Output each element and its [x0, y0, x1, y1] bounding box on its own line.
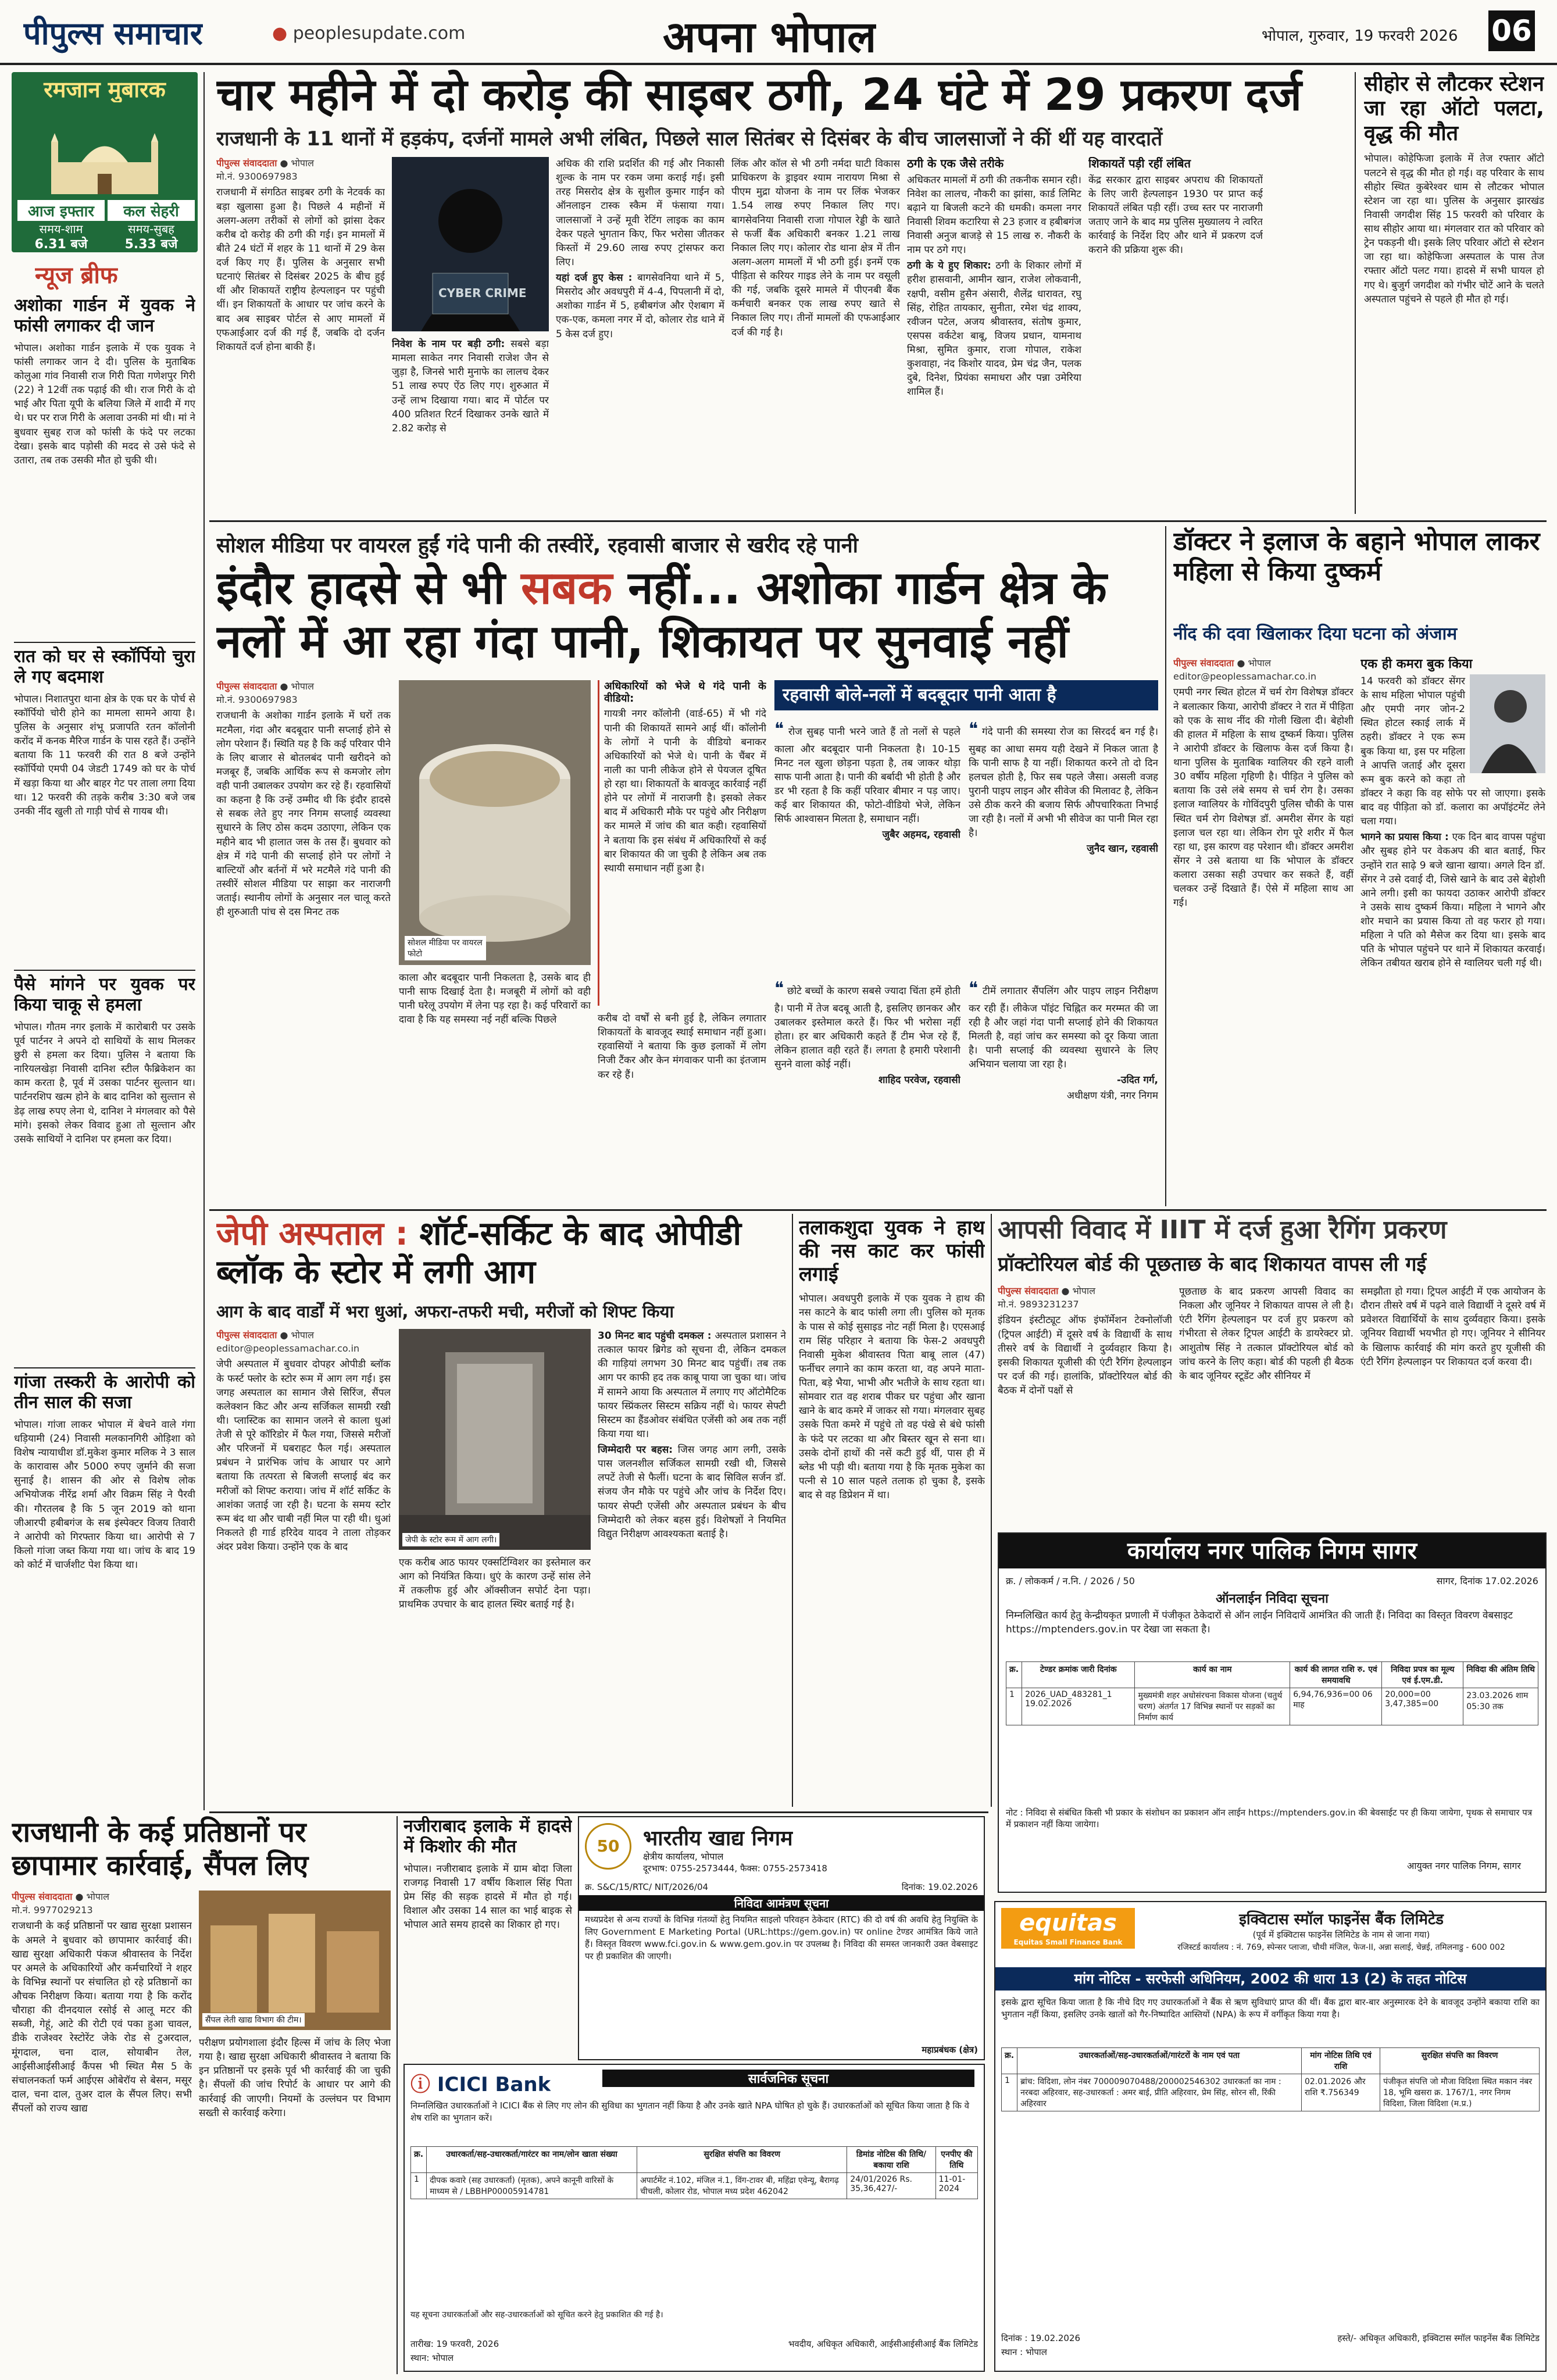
news-brief-label: न्यूज ब्रीफ	[35, 262, 118, 289]
quote-icon: ❝	[774, 719, 784, 739]
cyber-col5: ठगी के एक जैसे तरीके अधिकतर मामलों में ठगी की तकनीक समान रही। निवेश का लालच, नौकरी का झांसा, कार्ड लिमिट बढ़ाने या बिजली कटने की धमकी। कमला नगर निवासी शिवम कटारिया से 23 हजार व हबीबगंज निवासी अनुज बाजड़े से 15 लाख रु. नौकरी के नाम पर ठगे गए। ठगी के ये हुए शिकार: ठगी के शिकार लोगों में हरीश हासवानी, आमीन खान, राजेश लोकवानी, रक्षपी, वसीम हुसैन अंसारी, शैलेंद्र धारावत, रघु सिंह, रोहित तायकार, सुनीता, रमेश चंद्र शाक्य, रवीजन पटेल, अजय श्रीवास्तव, संतोष कुमार, एसपस वर्कटेश बाबू, विजय प्रधान, यामनाथ मिश्रा, सुमित कुमार, राजा गोपाल, राकेश कुशवाहा, नंद किशोर यादव, प्रेम चंद्र जैन, पलक दुबे, दिनेश, प्रियंका समाधरा और पन्ना उमेरिया शामिल हैं।	[907, 157, 1081, 398]
jp-col2: एक करीब आठ फायर एक्सटिंग्विशर का इस्तेमाल कर आग को नियंत्रित किया। धुएं के कारण उन्हें सांस लेने में तकलीफ हुई और ऑक्सीजन सपोर्ट देना पड़ा। प्राथमिक उपचार के बाद हालत स्थिर बताई गई है।	[399, 1557, 591, 1611]
fire-store-photo	[399, 1329, 591, 1550]
tender-ref: क्र. / लोककर्म / न.नि. / 2026 / 50	[1006, 1575, 1135, 1586]
icici-notice: सार्वजनिक सूचना	[602, 2070, 974, 2087]
table-header: क्र.	[1006, 1662, 1022, 1688]
photo-caption: जेपी के स्टोर रूम में आग लगी।	[402, 1533, 499, 1546]
raids-col1: पीपुल्स संवाददाता ● भोपाल मो.नं. 9977029213 राजधानी के कई प्रतिष्ठानों पर खाद्य सुरक्षा प्रशासन के अमले ने बुधवार को छापामार कार्रवाई की। खाद्य सुरक्षा अधिकारी पंकज श्रीवास्तव के निर्देश पर अमले के अधिकारियों और कर्मचारियों ने शहर के विभिन्न स्थानों पर संचालित हो रहे प्रतिष्ठानों का औचक निरीक्षण किया। बताया गया है कि करोंद चौराहा की दीनदयाल रसोई से आलू मटर की सब्जी, गेहूं, आटे की रोटी एवं पका हुआ चावल, डीके राजेश्वर रेस्टोरेंट जेके रोड से टुअरदाल, मूंगदाल, चना दाल, सोयाबीन तेल, आईसीआईसीआई कैंपस भी स्थित मैस 5 के संचालनकर्ता फर्म आईएस ओबेरॉय से बेसन, मसूर दाल, चना दाल, तुअर दाल के सैंपल लिए। सभी सैंपलों को राज्य खाद्य	[12, 1891, 192, 2115]
table-cell: अपार्टमेंट नं.102, मंजिल नं.1, विंग-टावर बी, महिंद्रा एवेन्यू, बैरागढ़ चीचली, कोलार रोड, भोपाल मध्य प्रदेश 462042	[637, 2173, 847, 2199]
tender-date: सागर, दिनांक 17.02.2026	[1436, 1575, 1538, 1586]
news-brief-3	[14, 974, 195, 1364]
quote-icon: ❝	[774, 978, 784, 999]
brief-body: भोपाल। गौतम नगर इलाके में कारोबारी पर उसके पूर्व पार्टनर ने अपने दो साथियों के साथ मिलकर छुरी से हमला कर दिया। पुलिस ने बताया कि नारियलखेड़ा निवासी दानिश स्टील फैब्रिकेशन का काम करता है, पूर्व में उसका पार्टनर सुल्तान था। पार्टनरशिप खत्म होने के बाद दानिश को सुल्तान से डेढ़ लाख रुपए लेना थे, दानिश ने मंगलवार को पैसे मांगे। इसको लेकर विवाद हुआ तो सुल्तान और उसके साथियों ने दानिश पर हमला कर दिया।	[14, 1021, 195, 1145]
cyber-col2: निवेश के नाम पर बड़ी ठगी: सबसे बड़ा मामला साकेत नगर निवासी राजेश जैन से जुड़ा है, जिनसे भारी मुनाफे का लालच देकर 51 लाख रुपए ऐंठ लिए गए। शुरुआत में उन्हें लाभ दिखाया गया। बाद में पोर्टल पर 400 प्रतिशत रिटर्न दिखाकर उनके खाते में 2.82 करोड़ से	[392, 338, 549, 434]
indore-headline: इंदौर हादसे से भी सबक नहीं... अशोका गार्डन क्षेत्र के नलों में आ रहा गंदा पानी, शिकायत पर सुनवाई नहीं	[216, 562, 1107, 669]
table-header: क्र.	[1002, 2048, 1017, 2074]
issue-date: भोपाल, गुरुवार, 19 फरवरी 2026	[1262, 27, 1458, 45]
table-cell: 24/01/2026 Rs. 35,36,427/-	[847, 2173, 935, 2199]
raids-headline: राजधानी के कई प्रतिष्ठानों पर छापामार कार्रवाई, सैंपल लिए	[12, 1816, 309, 1882]
equitas-office: रजिस्टर्ड कार्यालय : नं. 769, स्पेन्सर प्लाजा, चौथी मंजिल, फेज-II, अन्ना सलाई, चेन्नई, तमिलनाडु - 600 002	[1177, 1943, 1505, 1952]
cyber-crime-photo	[392, 157, 549, 331]
fci-text: मध्यप्रदेश से अन्य राज्यों के विभिन्न गंतव्यों हेतु नियमित साइलो परिवहन ठेकेदार (RTC) की दो वर्ष की अवधि हेतु नियुक्ति के लिए Government E Marketing Portal (URL:https://gem.gov.in) पर online टेण्डर आमंत्रित किये जाते हैं। विस्तृत विवरण www.fci.gov.in & www.gem.gov.in पर उपलब्ध है। निविदा की समस्त जानकारी उक्त वेबसाइट पर ही प्रकाशित की जाएगी।	[585, 1914, 978, 1961]
brief-headline: पैसे मांगने पर युवक पर किया चाकू से हमला	[14, 974, 195, 1016]
table-cell: ब्रांच: विदिशा, लोन नंबर 700009070488/200002546302 उधारकर्ता का नाम : नरबदा अहिरवार, सह-उधारकर्ता : अमर बाई, प्रीति अहिरवार, प्रेम सिंह, सोरन सी, रिंकी अहिरवार	[1017, 2074, 1302, 2111]
news-brief-4	[14, 1372, 195, 1796]
byline: पीपुल्स संवाददाता ● भोपाल editor@peoplessamachar.co.in	[1173, 657, 1317, 682]
raids-col2: परीक्षण प्रयोगशाला इंदौर हिल्स में जांच के लिए भेजा गया है। खाद्य सुरक्षा अधिकारी श्रीवास्तव ने बताया कि इन प्रतिष्ठानों पर इसके पूर्व भी कार्रवाई की जा चुकी है। सैंपलों की जांच रिपोर्ट के आधार पर आगे की कार्रवाई की जाएगी। नियमों के उल्लंघन पर विभाग सख्ती से कार्रवाई करेगा।	[199, 2037, 391, 2119]
table-cell: 23.03.2026 शाम 05:30 तक	[1463, 1688, 1538, 1725]
indore-kicker: सोशल मीडिया पर वायरल हुईं गंदे पानी की तस्वीरें, रहवासी बाजार से खरीद रहे पानी	[216, 534, 859, 558]
brief-headline: गांजा तस्करी के आरोपी को तीन साल की सजा	[14, 1372, 195, 1413]
tender-sign: आयुक्त नगर पालिक निगम, सागर	[1407, 1860, 1521, 1871]
photo-caption: सोशल मीडिया पर वायरल फोटो	[405, 936, 486, 960]
byline: पीपुल्स संवाददाता ● भोपाल editor@peoplessamachar.co.in	[216, 1330, 360, 1354]
doctor-body: पीपुल्स संवाददाता ● भोपाल editor@peoplessamachar.co.in एमपी नगर स्थित होटल में चर्म रोग विशेषज्ञ डॉक्टर ने बलात्कार किया, आरोपी डॉक्टर ने रात में पीड़िता को एक के साथ नींद की गोली खिला दी। बेहोशी की हालत में महिला के साथ दुष्कर्म किया। पुलिस ने आरोपी डॉक्टर के खिलाफ केस दर्ज किया है। थाना पुलिस के मुताबिक ग्वालियर की रहने वाली 30 वर्षीय महिला गृहिणी है। पीड़ित ने पुलिस को बताया कि उसे लंबे समय से चर्म रोग है। उसका इलाज ग्वालियर के गोविंदपुरी पुलिस चौकी के पास स्थित चर्म रोग विशेषज्ञ डॉ. अमरीश सेंगर के यहां इलाज चल रहा था। लेकिन रोग पूरे शरीर में फैल रहा था, इस कारण वह परेशान थी। डॉक्टर अमरीश सेंगर ने उसे बताया था कि भोपाल के डॉक्टर कलारा उसका सही उपचार कर सकते हैं, वहीं चलकर उन्हें दिखाते हैं। ऐसे में महिला साथ आ गई।	[1173, 657, 1354, 909]
jp-headline: जेपी अस्पताल : शॉर्ट-सर्किट के बाद ओपीडी ब्लॉक के स्टोर में लगी आग	[216, 1215, 741, 1292]
page-number: 06	[1488, 10, 1535, 51]
table-header: टेण्डर क्रमांक जारी दिनांक	[1022, 1662, 1135, 1688]
najibabad-story: नजीराबाद इलाके में हादसे में किशोर की मौत भोपाल। नजीराबाद इलाके में ग्राम बोदा जिला राजगढ़ निवासी 17 वर्षीय किशाल सिंह पिता प्रेम सिंह की सड़क हादसे में मौत हो गई। विशाल और उसका 14 साल का भाई बाइक से भोपाल आते समय हादसे का शिकार हो गए।	[403, 1816, 572, 1931]
indore-side: अधिकारियों को भेजे थे गंदे पानी के वीडियो: गायत्री नगर कॉलोनी (वार्ड-65) में भी गंदे पानी की शिकायतें सामने आई थीं। कॉलोनी के लोगों ने पानी के वीडियो बनाकर अधिकारियों को भेजे थे। पानी के चैंबर में नाली का पानी लीकेज होने से पेयजल दूषित हो रहा था। शिकायतों के बावजूद कार्रवाई नहीं होने पर लोगों में नाराजगी है। इसको लेकर बाद में अधिकारी मौके पर पहुंचे और निरीक्षण कर मामले में जांच की बात कही। रहवासियों ने बताया कि इस संबंध में अधिकारियों से कई बार शिकायत की जा चुकी है लेकिन अब तक स्थायी समाधान नहीं हुआ है।	[598, 680, 766, 1006]
cyber-subhead: राजधानी के 11 थानों में हड़कंप, दर्जनों मामले अभी लंबित, पिछले साल सितंबर से दिसंबर के बीच जालसाजों ने कीं थीं यह वारदातें	[216, 127, 1163, 151]
table-cell: 02.01.2026 और राशि ₹.756349	[1301, 2074, 1380, 2111]
table-header: सुरक्षित संपत्ति का विवरण	[1380, 2048, 1540, 2074]
quote-1: ❝ रोज सुबह पानी भरने जाते हैं तो नलों से पहले काला और बदबूदार पानी निकलता है। 10-15 मिनट नल खुला छोड़ना पड़ता है, तब जाकर थोड़ा साफ पानी आता है। पानी की बर्बादी भी होती है और डर भी रहता है कि कहीं परिवार बीमार न पड़ जाए। कई बार शिकायत की, फोटो-वीडियो भेजे, लेकिन सिर्फ आश्वासन मिलता है, समाधान नहीं। जुबैर अहमद, रहवासी	[774, 719, 960, 841]
iiit-col3: समझौता हो गया। ट्रिपल आईटी में एक आयोजन के दौरान तीसरे वर्ष में पढ़ने वाले विद्यार्थी ने दूसरे वर्ष में प्रवेशरत विद्यार्थियों के साथ दुर्व्यवहार किया। इसके जूनियर विद्यार्थी भयभीत हो गए। जूनियर ने सीनियर के खिलाफ कार्रवाई की मांग करते हुए यूजीसी की एंटी रैगिंग हेल्पलाइन पर शिकायत दर्ज करवा दी।	[1360, 1286, 1545, 1368]
fci-name: भारतीय खाद्य निगम	[643, 1827, 793, 1850]
iiit-subhead: प्रॉक्टोरियल बोर्ड की पूछताछ के बाद शिकायत वापस ली गई	[998, 1253, 1427, 1276]
equitas-ad	[994, 1901, 1547, 2372]
brief-headline: अशोका गार्डन में युवक ने फांसी लगाकर दी जान	[14, 295, 195, 337]
byline: पीपुल्स संवाददाता ● भोपाल मो.नं. 9300697983	[216, 681, 314, 705]
globe-icon: ●	[272, 23, 288, 44]
icici-text: निम्नलिखित उधारकर्ताओं ने ICICI बैंक से लिए गए लोन की सुविधा का भुगतान नहीं किया है और उनके खाते NPA घोषित हो चुके हैं। उधारकर्ताओं को सूचित किया जाता है कि वे शेष राशि का भुगतान करें।	[410, 2100, 969, 2123]
equitas-logo: equitas Equitas Small Finance Bank	[1001, 1908, 1135, 1949]
jp-col3: 30 मिनट बाद पहुंची दमकल : अस्पताल प्रशासन ने तत्काल फायर ब्रिगेड को सूचना दी, लेकिन दमकल की गाड़ियां लगभग 30 मिनट बाद पहुंचीं। तब तक आग पर काफी हद तक काबू पाया जा चुका था। जांच में सामने आया कि अस्पताल में लगाए गए ऑटोमैटिक फायर स्प्रिंकलर सिस्टम सक्रिय नहीं थे। फायर सेफ्टी सिस्टम का हैंडओवर संबंधित एजेंसी को अब तक नहीं किया गया था। जिम्मेदारी पर बहस: जिस जगह आग लगी, उसके पास जलनशील सर्जिकल सामग्री रखी थी, जिससे लपटें तेजी से फैलीं। घटना के बाद सिविल सर्जन डॉ. संजय जैन मौके पर पहुंचे और जांच के निर्देश दिए। फायर सेफ्टी एजेंसी और अस्पताल प्रबंधन के बीच जिम्मेदारी को लेकर बहस हुई। विशेषज्ञों ने नियमित विद्युत निरीक्षण आवश्यकता बताई है।	[598, 1330, 786, 1540]
equitas-note: (पूर्व में इक्विटास फाइनेंस लिमिटेड के नाम से जाना गया)	[1252, 1929, 1430, 1940]
brief-body: भोपाल। अशोका गार्डन इलाके में एक युवक ने फांसी लगाकर जान दे दी। पुलिस के मुताबिक कोलुआ गांव निवासी राज गिरी पिता गणेशपुर गिरी (22) ने 12वीं तक पढ़ाई की थी। राज गिरी के दो भाई और पिता यूपी के बलिया जिले में शादी में गए थे। घर पर राज गिरी के अलावा उनकी मां थी। मां ने बुधवार सुबह राज को फांसी के फंदे पर लटका देखा। इसके बाद पड़ोसी की मदद से उसे फंदे से उतारा, तब तक उसकी मौत हो चुकी थी।	[14, 342, 195, 466]
indore-col2: काला और बदबूदार पानी निकलता है, उसके बाद ही पानी साफ दिखाई देता है। मजबूरी में लोगों को वही पानी घरेलू उपयोग में लेना पड़ रहा है। कई परिवारों का दावा है कि यह समस्या नई नहीं बल्कि पिछले	[399, 972, 591, 1026]
iftar-sub: समय-शाम	[39, 222, 83, 236]
table-header: निविदा की अंतिम तिथि	[1463, 1662, 1538, 1688]
brief-body: भोपाल। गांजा लाकर भोपाल में बेचने वाले गंगा धड़ियामी (24) निवासी मलकानगिरी ओड़िशा को विशेष न्यायाधीश डॉ.मुकेश कुमार मलिक ने 3 साल के कारावास और 5000 रुपए जुर्माने की सजा सुनाई है। शासन की ओर से विशेष लोक अभियोजक नीरेंद्र शर्मा और विक्रम सिंह ने पैरवी की। गौरतलब है कि 5 जून 2019 को थाना जीआरपी हबीबगंज के सब इंस्पेक्टर विजय तिवारी ने आरोपी को गिरफ्तार किया था। आरोपी से 7 किलो गांजा जब्त किया गया था। जांच के बाद 19 को कोर्ट में चार्जशीट पेश किया था।	[14, 1418, 195, 1571]
fci-address: दूरभाष: 0755-2573444, फैक्स: 0755-2573418	[643, 1863, 827, 1874]
news-brief-2	[14, 646, 195, 966]
byline: पीपुल्स संवाददाता ● भोपाल मो.नं. 9300697983	[216, 158, 314, 182]
dirty-water-photo	[399, 680, 591, 965]
jp-col1: पीपुल्स संवाददाता ● भोपाल editor@peoplessamachar.co.in जेपी अस्पताल में बुधवार दोपहर ओपीडी ब्लॉक के फर्स्ट फ्लोर के स्टोर रूम में आग लग गई। इस जगह अस्पताल का सामान जैसे सिरिंज, सैंपल कलेक्शन किट और अन्य सर्जिकल सामग्री रखी थी। प्लास्टिक का सामान जलने से काला धुआं तेजी से पूरे कॉरिडोर में फैल गया, जिससे मरीजों और परिजनों में घबराहट फैल गई। अस्पताल प्रबंधन ने प्रारंभिक जांच के आधार पर आगे बताया कि तत्परता से बिजली सप्लाई बंद कर मरीजों को शिफ्ट कराया। जांच में शॉर्ट सर्किट के आशंका जताई जा रही है। घटना के समय स्टोर रूम बंद था और चाबी नहीं मिल पा रही थी। धुआं निकलते ही गार्ड हरिदेव यादव ने ताला तोड़कर अंदर प्रवेश किया। उन्होंने एक के बाद	[216, 1330, 391, 1553]
iiit-col1: पीपुल्स संवाददाता ● भोपाल मो.नं. 9893231237 इंडियन इंस्टीट्यूट ऑफ इंफॉर्मेशन टेक्नोलॉजी (ट्रिपल आईटी) में दूसरे वर्ष के विद्यार्थी के साथ तीसरे वर्ष के विद्यार्थी ने दुर्व्यवहार किया है। इसकी शिकायत यूजीसी की एंटी रैगिंग हेल्पलाइन पर दर्ज की गई। हालांकि, प्रॉक्टोरियल बोर्ड की बैठक में दोनों पक्षों से	[998, 1285, 1172, 1397]
najibabad-headline: नजीराबाद इलाके में हादसे में किशोर की मौत	[403, 1816, 572, 1857]
table-row	[1006, 1688, 1538, 1725]
table-cell: 20,000=00 3,47,385=00	[1382, 1688, 1463, 1725]
table-cell: 6,94,76,936=00 06 माह	[1290, 1688, 1382, 1725]
sehri-label: कल सेहरी	[108, 200, 195, 221]
icici-logo: ⓘ ICICI Bank	[410, 2073, 551, 2096]
table-header: कार्य की लागत राशि रु. एवं समयावधि	[1290, 1662, 1382, 1688]
table-header: उधारकर्ताओं/सह-उधारकर्ताओं/गारंटरों के नाम एवं पता	[1017, 2048, 1302, 2074]
fci-sign: महाप्रबंधक (क्षेत्र)	[922, 2045, 978, 2055]
tender-table	[1006, 1661, 1538, 1725]
table-cell: दीपक कवारे (सह उधारकर्ता) (मृतक), अपने कानूनी वारिसों के माध्यम से / LBBHP00005914781	[427, 2173, 637, 2199]
table-cell: 1	[1002, 2074, 1017, 2111]
icici-date: तारीख: 19 फरवरी, 2026	[410, 2339, 499, 2349]
tender-intro: निम्नलिखित कार्य हेतु केन्द्रीयकृत प्रणाली में पंजीकृत ठेकेदारों से ऑन लाईन निविदायें आमंत्रित की जाती हैं। निविदा का विस्तृत विवरण वेबसाइट https://mptenders.gov.in पर देखा जा सकता है।	[1006, 1610, 1513, 1635]
equitas-sign: हस्ते/- अधिकृत अधिकारी, इक्विटास स्मॉल फाइनेंस बैंक लिमिटेड	[1337, 2333, 1540, 2343]
table-row	[411, 2173, 978, 2199]
fci-sub: क्षेत्रीय कार्यालय, भोपाल	[643, 1851, 724, 1862]
tender-notice: ऑनलाईन निविदा सूचना	[1216, 1592, 1329, 1606]
icici-footer: यह सूचना उधारकर्ताओं और सह-उधारकर्ताओं को सूचित करने हेतु प्रकाशित की गई है।	[410, 2310, 663, 2320]
equitas-name: इक्विटास स्मॉल फाइनेंस बैंक लिमिटेड	[1239, 1911, 1444, 1928]
quote-4: ❝ टीमें लगातार सैंपलिंग और पाइप लाइन निरीक्षण कर रही हैं। लीकेज पॉइंट चिह्नित कर मरम्मत की जा रही है और जहां गंदा पानी सप्लाई होने की शिकायत मिलती है, वहां जांच कर समस्या को दूर किया जाता है। पानी सप्लाई की व्यवस्था सुधारने के लिए अभियान चलाया जा रहा है। -उदित गर्ग, अधीक्षण यंत्री, नगर निगम	[969, 978, 1158, 1102]
table-header: डिमांड नोटिस की तिथि/बकाया राशि	[847, 2147, 935, 2173]
indore-col1: पीपुल्स संवाददाता ● भोपाल मो.नं. 9300697983 राजधानी के अशोका गार्डन इलाके में घरों तक मटमैला, गंदा और बदबूदार पानी सप्लाई होने से लोग परेशान हैं। स्थिति यह है कि कई परिवार पीने के लिए बाजार से बोतलबंद पानी खरीदने को मजबूर हैं, जबकि आर्थिक रूप से कमजोर लोग वही पानी उबालकर उपयोग कर रहे हैं। रहवासियों का कहना है कि उन्हें उम्मीद थी कि इंदौर हादसे से सबक लेते हुए नगर निगम सप्लाई व्यवस्था सुधारने के लिए ठोस कदम उठाएगा, लेकिन एक महीने बाद भी हालात जस के तस हैं। बुधवार को क्षेत्र में गंदे पानी की सप्लाई होने पर लोगों ने बाल्टियों और बर्तनों में भरे मटमैले गंदे पानी की तस्वीरें सोशल मीडिया पर साझा कर नाराजगी जताई। स्थानीय लोगों के अनुसार नल चालू करते ही शुरुआती पांच से दस मिनट तक	[216, 681, 391, 919]
iftar-time: 6.31 बजे	[34, 237, 88, 252]
tender-title: कार्यालय नगर पालिक निगम सागर	[999, 1534, 1545, 1568]
masthead	[0, 0, 1557, 65]
fci-ad	[578, 1816, 985, 2060]
tender-ad	[998, 1532, 1547, 1893]
story-text: अधिक की राशि प्रदर्शित की गई और निकासी शुल्क के नाम पर रकम जमा कराई गई। इसी तरह मिसरोद क्षेत्र के सुशील कुमार गाईन को ऑनलाइन टास्क स्कैम में फंसाया गया। जालसाजों ने उन्हें मूवी रेटिंग लाइक का काम देकर पहले भुगतान किए, फिर भरोसा जीतकर किस्तों में 29.60 लाख रुपए ट्रांसफर करा लिए।	[556, 158, 724, 268]
sehore-story: सीहोर से लौटकर स्टेशन जा रहा ऑटो पलटा, वृद्ध की मौत भोपाल। कोहेफिजा इलाके में तेज रफ्तार ऑटो पलटने से वृद्ध की मौत हो गई। वह परिवार के साथ सीहोर स्थित कुबेरेश्वर धाम से लौटकर भोपाल स्टेशन जा रहा था। पुलिस के अनुसार झारखंड निवासी जगदीश सिंह 15 फरवरी को परिवार के साथ सीहोर आया था। मंगलवार रात को परिवार को ट्रेन पकड़नी थी। इसके लिए परिवार ऑटो से स्टेशन जा रहा था। कोहेफिजा अस्पताल के पास तेज रफ्तार ऑटो पलट गया। हादसे में सभी घायल हो गए थे। बुजुर्ग जगदीश को गंभीर चोटें आने के चलते अस्पताल पहुंचने से पहले ही मौत हो गई।	[1364, 72, 1544, 305]
icici-ad	[403, 2064, 985, 2372]
icici-place: स्थान: भोपाल	[410, 2353, 454, 2363]
photo-caption: सैंपल लेती खाद्य विभाग की टीम।	[202, 2013, 305, 2027]
fci-logo-icon: 50	[585, 1823, 631, 1870]
story-text: लिंक और कॉल से भी ठगी नर्मदा घाटी विकास प्राधिकरण के ड्राइवर श्याम नारायण मिश्रा से पीएम मुद्रा योजना के नाम पर लिंक भेजकर 1.54 लाख रुपए निकाल लिए गए। बागसेवनिया निवासी राजा गोपाल रेड्डी के खाते से फर्जी बैंक अधिकारी बनकर 1.21 लाख निकाल लिए गए। कोलार रोड थाना क्षेत्र में तीन अलग-अलग मामलों में भी ठगी हुई। इनमें एक पीड़िता से करियर गाइड लेने के नाम पर वसूली की गई, जबकि दूसरे मामले में पीएनबी बैंक कर्मचारी बनकर एक लाख रुपए खाते से निकाल लिए गए। तीनों मामलों की एफआईआर दर्ज की गई है।	[731, 158, 900, 338]
sad-woman-photo	[1470, 674, 1545, 773]
table-cell: 11-01-2024	[935, 2173, 977, 2199]
quote-3: ❝ गंदे पानी की समस्या रोज का सिरदर्द बन गई है। सुबह का आधा समय यही देखने में निकल जाता है कि पानी साफ है या नहीं। शिकायत करने तो दो दिन हलचल होती है, फिर सब पहले जैसा। असली वजह पुरानी पाइप लाइन और सीवेज की मिलावट है, लेकिन उसे ठीक करने की बजाय सिर्फ औपचारिकता निभाई जा रही है। नलों में अभी भी सीवेज का पानी मिल रहा है। जुनैद खान, रहवासी	[969, 719, 1158, 855]
equitas-date: दिनांक : 19.02.2026	[1001, 2333, 1081, 2343]
quote-2: ❝ छोटे बच्चों के कारण सबसे ज्यादा चिंता हमें होती है। पानी में तेज बदबू आती है, इसलिए छानकर और उबालकर इस्तेमाल करते हैं। फिर भी भरोसा नहीं होता। हर बार अधिकारी कहते हैं टीम भेज रहे हैं, लेकिन हालात वही रहते हैं। लगता है हमारी परेशानी सुनने वाला कोई नहीं। शाहिद परवेज, रहवासी	[774, 978, 960, 1087]
sehri-time: 5.33 बजे	[124, 237, 178, 252]
news-brief-1	[14, 295, 195, 638]
table-header: निविदा प्रपत्र का मूल्य एवं ई.एम.डी.	[1382, 1662, 1463, 1688]
iiit-col2: पूछताछ के बाद प्रकरण आपसी विवाद का निकला और जूनियर ने शिकायत वापस ले ली है। एंटी रैगिंग हेल्पलाइन पर दर्ज हुए प्रकरण को गंभीरता से लेकर ट्रिपल आईटी के डायरेक्टर प्रो. आशुतोष सिंह ने तत्काल प्रॉक्टोरियल बोर्ड को जांच करने के लिए कहा। बोर्ड की पहली ही बैठक के बाद जूनियर स्टूडेंट और सीनियर में	[1179, 1286, 1354, 1382]
paper-logo: पीपुल्स समाचार	[23, 15, 203, 52]
doctor-side: एक ही कमरा बुक किया 14 फरवरी को डॉक्टर सेंगर के साथ महिला भोपाल पहुंची और एमपी नगर जोन-2 स्थित होटल स्काई लार्क में ठहरी। डॉक्टर ने एक रूम बुक किया था, इस पर महिला ने आपत्ति जताई और दूसरा रूम बुक करने को कहा तो डॉक्टर ने कहा कि वह सोफे पर सो जाएगा। इसके बाद वह पीड़िता को डॉ. कलारा का अपॉइंटमेंट लेने चला गया। भागने का प्रयास किया : एक दिन बाद वापस पहुंचा और सुबह होने पर वेकअप की बात बताई, फिर उन्होंने रात साढ़े 9 बजे खाना खाया। अगले दिन डॉ. सेंगर ने उसे दवाई दी, जिसे खाने के बाद उसे बेहोशी आने लगी। इसी का फायदा उठाकर आरोपी डॉक्टर ने उसके साथ दुष्कर्म किया। महिला ने भागने और शोर मचाने का प्रयास किया तो वह फरार हो गया। महिला ने पति को मैसेज कर दिया था। इसके बाद पति के भोपाल पहुंचने पर थाने में शिकायत करवाई। लेकिन तबीयत खराब होने से ग्वालियर चली गई थी।	[1360, 657, 1545, 970]
table-cell: 1	[1006, 1688, 1022, 1725]
section-title: अपना भोपाल	[663, 12, 877, 62]
jp-subhead: आग के बाद वार्डों में भरा धुआं, अफरा-तफरी मची, मरीजों को शिफ्ट किया	[216, 1302, 674, 1321]
fci-notice: निविदा आमंत्रण सूचना	[579, 1895, 984, 1911]
table-cell: 1	[411, 2173, 427, 2199]
quote-icon: ❝	[969, 978, 979, 999]
indore-col3: करीब दो वर्षों से बनी हुई है, लेकिन लगातार शिकायतों के बावजूद स्थाई समाधान नहीं हुआ। रहवासियों ने बताया कि कुछ इलाकों में लोग निजी टैंकर और केन मंगवाकर पानी का इंतजाम कर रहे हैं।	[598, 1013, 766, 1081]
sehri-sub: समय-सुबह	[128, 222, 174, 236]
table-cell: मुख्यमंत्री शहर अधोसंरचना विकास योजना (चतुर्थ चरण) अंतर्गत 17 विभिन्न स्थानों पर सड़कों का निर्माण कार्य	[1135, 1688, 1290, 1725]
table-header: एनपीए की तिथि	[935, 2147, 977, 2173]
fci-date: दिनांक: 19.02.2026	[901, 1882, 978, 1892]
table-cell: पंजीकृत संपत्ति जो मौजा विदिशा स्थित मकान नंबर 18, भूमि खसरा क्र. 1767/1, नगर निगम विदिशा, जिला विदिशा (म.प्र.)	[1380, 2074, 1540, 2111]
icici-table	[410, 2146, 978, 2199]
sehore-headline: सीहोर से लौटकर स्टेशन जा रहा ऑटो पलटा, वृद्ध की मौत	[1364, 72, 1544, 145]
iiit-headline: आपसी विवाद में IIIT में दर्ज हुआ रैगिंग प्रकरण	[998, 1215, 1447, 1245]
brief-headline: रात को घर से स्कॉर्पियो चुरा ले गए बदमाश	[14, 646, 195, 688]
icici-i-icon: ⓘ	[410, 2073, 430, 2096]
photo-caption: CYBER CRIME	[438, 286, 527, 300]
fci-ref: क्र. S&C/15/RTC/ NIT/2026/04	[585, 1882, 709, 1892]
table-cell: 2026_UAD_483281_1 19.02.2026	[1022, 1688, 1135, 1725]
talaq-headline: तलाकशुदा युवक ने हाथ की नस काट कर फांसी लगाई	[799, 1216, 985, 1287]
table-header: कार्य का नाम	[1135, 1662, 1290, 1688]
byline: पीपुल्स संवाददाता ● भोपाल मो.नं. 9977029213	[12, 1891, 109, 1916]
table-header: उधारकर्ता/सह-उधारकर्ता/गारंटर का नाम/लोन खाता संख्या	[427, 2147, 637, 2173]
iftar-label: आज इफ्तार	[17, 200, 105, 221]
equitas-bar: मांग नोटिस - सरफेसी अधिनियम, 2002 की धारा 13 (2) के तहत नोटिस	[995, 1967, 1545, 1991]
cyber-col3: अधिक की राशि प्रदर्शित की गई और निकासी शुल्क के नाम पर रकम जमा कराई गई। इसी तरह मिसरोद क्षेत्र के सुशील कुमार गाईन को ऑनलाइन टास्क स्कैम में फंसाया गया। जालसाजों ने उन्हें मूवी रेटिंग लाइक का काम देकर पहले भुगतान किए, फिर भरोसा जीतकर किस्तों में 29.60 लाख रुपए ट्रांसफर करा लिए। यहां दर्ज हुए केस : बागसेवनिया थाने में 5, मिसरोद और अवधपुरी में 4-4, पिपलानी में दो, अशोका गार्डन में 5, हबीबगंज और ऐशबाग में एक-एक, कमला नगर में दो, कोलार रोड थाने में 5 केस दर्ज हुए।	[556, 158, 724, 340]
doctor-subhead: नींद की दवा खिलाकर दिया घटना को अंजाम	[1173, 624, 1458, 644]
food-sample-photo	[199, 1891, 391, 2030]
table-row	[1002, 2074, 1540, 2111]
brief-body: भोपाल। निशातपुरा थाना क्षेत्र के एक घर के पोर्च से स्कॉर्पियो चोरी होने का मामला सामने आया है। पुलिस के अनुसार शंभू प्रजापति रतन कॉलोनी करोंद में कनक मैरिज गार्डन के पास रहते हैं। उन्होंने बताया कि 11 फरवरी की रात 8 बजे उन्होंने स्कॉर्पियो एमपी 04 जेडटी 1749 को घर के पोर्च में खड़ा किया था और बाहर गेट पर ताला लगा दिया था। 12 फरवरी की तड़के करीब 3:30 बजे जब उनकी नींद खुली तो गाड़ी पोर्च से गायब थी।	[14, 693, 195, 817]
tender-note: नोट : निविदा से संबंधित किसी भी प्रकार के संशोधन का प्रकाशन ऑन लाईन https://mptenders.gov.in की बेवसाईट पर ही किया जायेगा, पृथक से समाचार पत्र में प्रकाशन नहीं किया जायेगा।	[1006, 1807, 1533, 1830]
cyber-headline: चार महीने में दो करोड़ की साइबर ठगी, 24 घंटे में 29 प्रकरण दर्ज	[216, 69, 1302, 120]
doctor-headline: डॉक्टर ने इलाज के बहाने भोपाल लाकर महिला से किया दुष्कर्म	[1173, 527, 1540, 587]
story-text: राजधानी में संगठित साइबर ठगी के नेटवर्क का बड़ा खुलासा हुआ है। पिछले 4 महीनों में अलग-अलग तरीकों से लोगों को झांसा देकर करीब दो करोड़ की ठगी की गई। इन मामलों में बीते 24 घंटों में शहर के 11 थानों में 29 केस दर्ज किए गए हैं। पुलिस के अनुसार सभी घटनाएं सितंबर से दिसंबर 2025 के बीच हुई थीं और शिकायतें राष्ट्रीय हेल्पलाइन पर पहुंची थीं। इन शिकायतों के आधार पर जांच करने के बाद अब साइबर पोर्टल से आए मामलों में एफआईआर दर्ज की गई हैं, जबकि दो दर्जन शिकायतें दर्ज होना बाकी हैं।	[216, 187, 385, 353]
ramzan-box	[12, 72, 198, 252]
byline: पीपुल्स संवाददाता ● भोपाल मो.नं. 9893231237	[998, 1285, 1095, 1310]
icici-sign: भवदीय, अधिकृत अधिकारी, आईसीआईसीआई बैंक लिमिटेड	[788, 2339, 978, 2349]
table-header: मांग नोटिस तिथि एवं राशि	[1301, 2048, 1380, 2074]
equitas-text: इसके द्वारा सूचित किया जाता है कि नीचे दिए गए उधारकर्ताओं ने बैंक से ऋण सुविधाएं प्राप्त की थीं। बैंक द्वारा बार-बार अनुस्मारक देने के बावजूद उन्होंने बकाया राशि का भुगतान नहीं किया, इसलिए उनके खातों को गैर-निष्पादित आस्तियों (NPA) के रूप में वर्गीकृत किया गया है।	[1001, 1997, 1540, 2020]
table-header: क्र.	[411, 2147, 427, 2173]
equitas-place: स्थान : भोपाल	[1001, 2347, 1047, 2357]
equitas-table	[1001, 2047, 1540, 2111]
cyber-col6: शिकायतें पड़ी रहीं लंबित केंद्र सरकार द्वारा साइबर अपराध की शिकायतों के लिए जारी हेल्पलाइन 1930 पर प्राप्त कई शिकायतें लंबित पड़ी रहीं। उच्च स्तर पर नाराजगी जताए जाने के बाद मप्र पुलिस मुख्यालय ने त्वरित कार्रवाई के निर्देश दिए और थाने में प्रकरण दर्ज कराने की प्रक्रिया शुरू की।	[1088, 157, 1263, 256]
ramzan-title: रमजान मुबारक	[44, 78, 166, 102]
site-url[interactable]: ● peoplesupdate.com	[272, 23, 466, 44]
table-header: सुरक्षित संपत्ति का विवरण	[637, 2147, 847, 2173]
mosque-icon	[47, 130, 163, 194]
quote-icon: ❝	[969, 719, 979, 739]
residents-bar: रहवासी बोले-नलों में बदबूदार पानी आता है	[774, 680, 1158, 710]
talaq-story: तलाकशुदा युवक ने हाथ की नस काट कर फांसी लगाई भोपाल। अवधपुरी इलाके में एक युवक ने हाथ की नस काटने के बाद फांसी लगा ली। पुलिस को मृतक के पास से कोई सुसाइड नोट नहीं मिला है। एएसआई राम सिंह परिहार ने बताया कि फेस-2 अवधपुरी निवासी मुकेश श्रीवास्तव पिता बाबू लाल (47) फर्नीचर लगाने का काम करता था, वह अपने माता-पिता, बड़े भैया, भाभी और भतीजे के साथ रहता था। सोमवार रात वह शराब पीकर घर पहुंचा और खाना खाने के बाद कमरे में जाकर सो गया। मंगलवार सुबह उसके पिता कमरे में पहुंचे तो वह पंखे से बंधे फांसी के फंदे पर लटका था और बिस्तर खून से सना था। उसके दोनों हाथों की नसें कटी हुई थीं, पास ही में ब्लेड भी पड़ी थी। बताया गया है कि मृतक मुकेश का पत्नी से 10 साल पहले तलाक हो चुका है, इसके बाद से वह डिप्रेशन में था।	[799, 1216, 985, 1502]
